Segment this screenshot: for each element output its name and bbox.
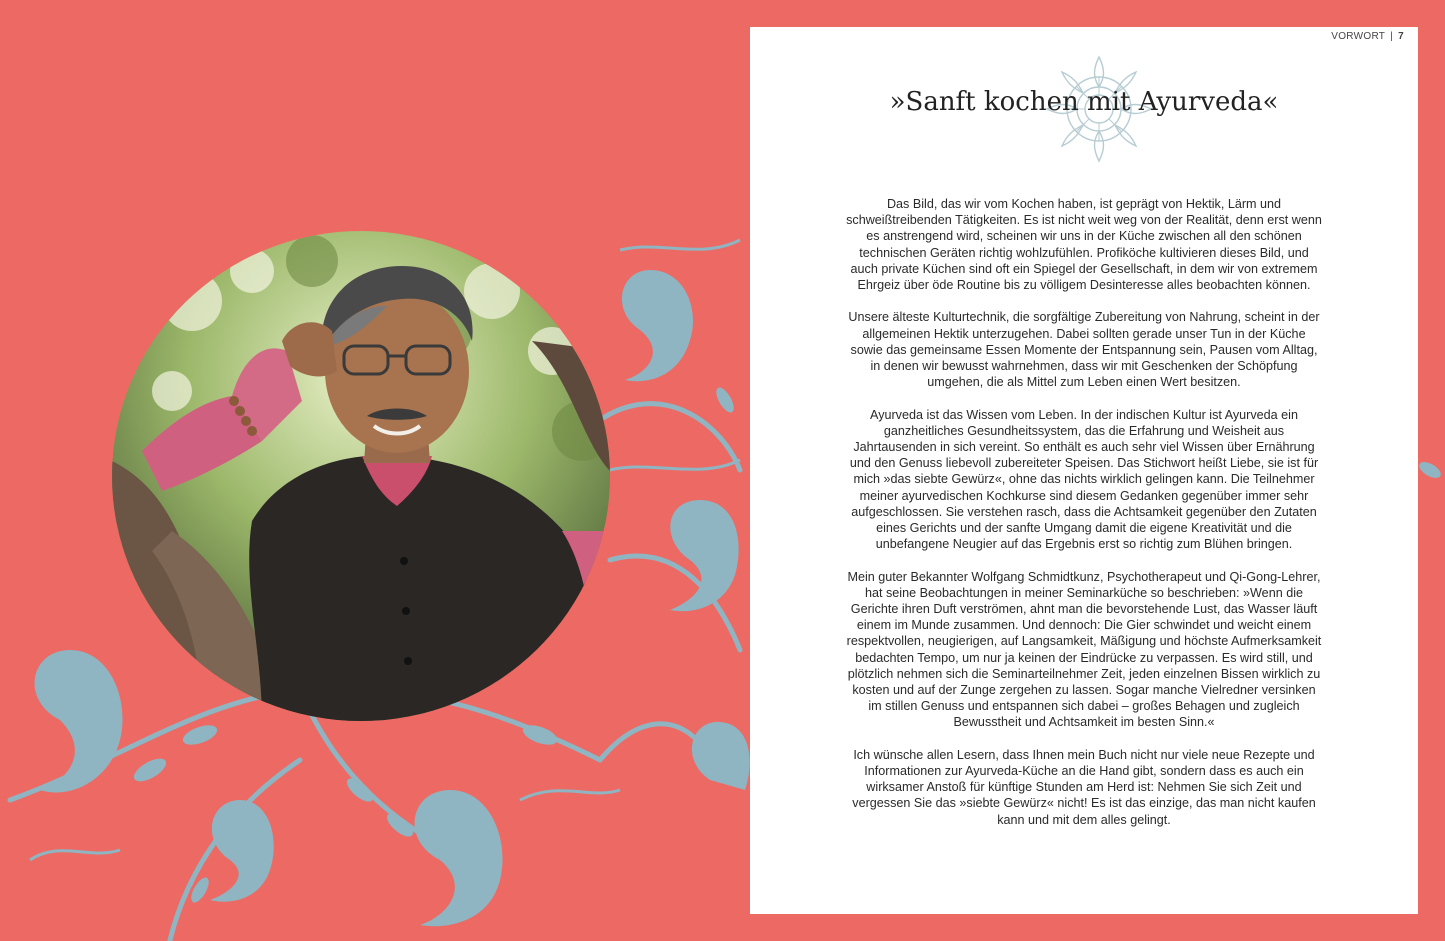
paragraph: Das Bild, das wir vom Kochen haben, ist geprägt von Hektik, Lärm und schweißtreibenden Tätigkeiten. Es ist nicht weit weg von der Realität, denn erst wenn es anstrengend wird, scheinen wir uns in der Küche zwischen all den schönen technischen Geräten richtig wohlzufühlen. Profiköche kultivieren dieses Bild, und auch private Küchen sind oft ein Spiegel der Gesellschaft, in dem wir von extremem Ehrgeiz über öde Routine bis zu völligem Desinteresse alles beobachten können. [846, 197, 1322, 293]
running-header [1331, 31, 1404, 42]
paragraph: Ich wünsche allen Lesern, dass Ihnen mein Buch nicht nur viele neue Rezepte und Informationen zur Ayurveda-Küche an die Hand gibt, sondern dass es auch ein wirksamer Anstoß für künftige Stunden am Herd ist: Nehmen Sie sich Zeit und vergessen Sie das »siebte Gewürz« nicht! Es ist das einzige, das man nicht kaufen kann und mit dem alles gelingt. [852, 747, 1316, 827]
header-section: VORWORT [1331, 31, 1386, 42]
page-number: 7 [1398, 31, 1404, 42]
header-separator: | [1390, 31, 1394, 42]
paragraph: Mein guter Bekannter Wolfgang Schmidtkunz, Psychotherapeut und Qi-Gong-Lehrer, hat seine Beobachtungen in meiner Seminarküche so beschrieben: »Wenn die Gerichte ihren Duft verströmen, ahnt man die bevorstehende Lust, das Wasser läuft einem im Munde zusammen. Und dennoch: Die Gier schwindet und weicht einem respektvollen, neugierigen, auf Langsamkeit, Mäßigung und höchste Aufmerksamkeit bedachten Tempo, um nur ja keinen der Eindrücke zu verpassen. Es wird still, und plötzlich nehmen sich die Seminarteilnehmer Zeit, jeden einzelnen Bissen wirklich zu kosten und auf der Zunge zergehen zu lassen. Sogar manche Vielredner versinken im stillen Genuss und entspannen sich dabei – großes Behagen und zugleich Bewusstheit und Achtsamkeit im besten Sinn.« [846, 569, 1322, 730]
portrait-illustration-icon [112, 231, 610, 721]
paragraph: Ayurveda ist das Wissen vom Leben. In der indischen Kultur ist Ayurveda ein ganzheitliches Gesundheitssystem, das die Erfahrung und Weisheit aus Jahrtausenden in sich vereint. So enthält es auch sehr viel Wissen über Ernährung und den Genuss liebevoll zubereiteter Speisen. Das Stichwort heißt Liebe, sie ist für mich »das siebte Gewürz«, ohne das nichts wirklich gelingen kann. Die Teilnehmer meiner ayurvedischen Kochkurse sind diesem Gedanken gegenüber immer sehr aufgeschlossen. Sie verstehen rasch, dass die Achtsamkeit gegenüber den Zutaten eines Gerichts und der sanfte Umgang damit die eigene Kreativität und die unbefangene Neugier auf das Ergebnis erst so richtig zum Blühen bringen. [849, 407, 1319, 552]
text-page [750, 27, 1418, 914]
foreword-text [846, 196, 1322, 844]
page-title: »Sanft kochen mit Ayurveda« [889, 87, 1279, 117]
paragraph: Unsere älteste Kulturtechnik, die sorgfältige Zubereitung von Nahrung, scheint in der allgemeinen Hektik unterzugehen. Dabei sollten gerade unser Tun in der Küche sowie das gemeinsame Essen Momente der Entspannung sein, Pausen vom Alltag, in denen wir bewusst wahrnehmen, dass wir mit Geschenken der Schöpfung umgehen, die als Mittel zum Leben einen Wert besitzen. [848, 310, 1320, 390]
portrait-photo [112, 231, 610, 721]
